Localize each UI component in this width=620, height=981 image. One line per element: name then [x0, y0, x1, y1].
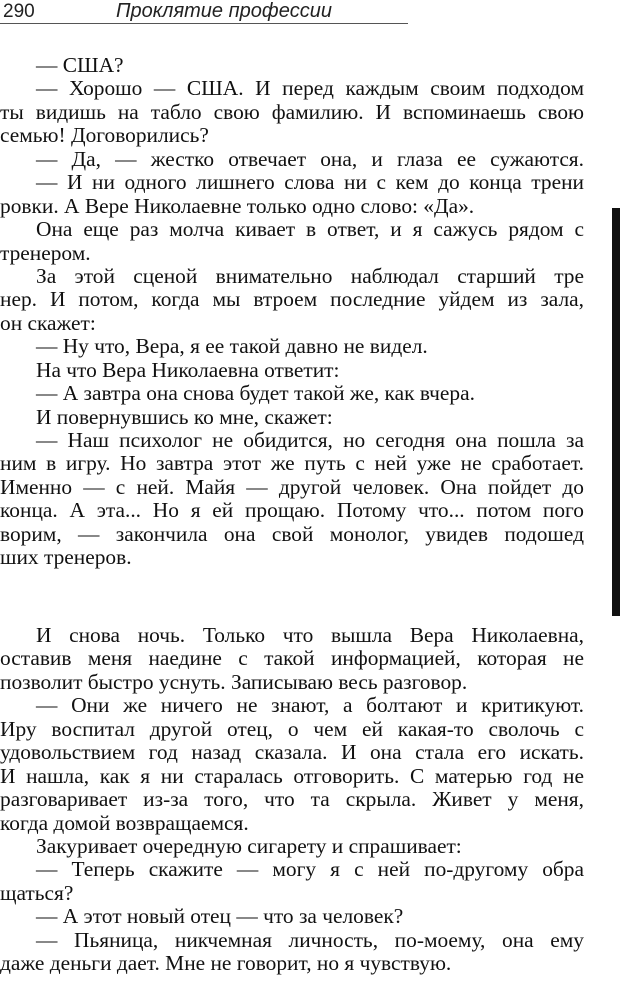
text-line: даже деньги дает. Мне не говорит, но я чувствую. — [0, 951, 452, 976]
text-line: он скажет: — [0, 310, 96, 335]
text-line: конца. А эта... Но я ей прощаю. Потому что... потом пого — [0, 498, 584, 523]
header-rule — [0, 23, 408, 24]
text-line: Закуривает очередную сигарету и спрашивает: — [36, 833, 462, 858]
text-line: семью! Договорились? — [0, 123, 209, 148]
text-block-night — [0, 624, 584, 976]
text-line: ты видишь на табло свою фамилию. И вспоминаешь свою — [0, 99, 584, 124]
text-line: На что Вера Николаевна ответит: — [36, 357, 340, 382]
text-line: И повернувшись ко мне, скажет: — [36, 404, 333, 429]
page-number: 290 — [3, 1, 35, 22]
text-line: тренером. — [0, 240, 91, 265]
running-title: Проклятие профессии — [116, 0, 332, 22]
text-line: Именно — с ней. Майя — другой человек. Она пойдет до — [0, 474, 584, 499]
text-line: — Они же ничего не знают, а болтают и критикуют. — [36, 693, 584, 718]
text-line: — А завтра она снова будет такой же, как вчера. — [36, 381, 475, 406]
text-line: ших тренеров. — [0, 545, 132, 570]
text-line: — Наш психолог не обидится, но сегодня она пошла за — [36, 428, 584, 452]
text-line: — США? — [36, 53, 124, 77]
text-line: оставив меня наедине с такой информацией, которая не — [0, 646, 584, 671]
text-line: разговаривает из-за того, что та скрыла. Живет у меня, — [0, 787, 584, 812]
text-line: ровки. А Вере Николаевне только одно слово: «Да». — [0, 193, 475, 218]
text-line: — Пьяница, никчемная личность, по-моему, она ему — [36, 927, 584, 952]
text-line: Иру воспитал другой отец, о чем ей какая-то сволочь с — [0, 716, 584, 741]
text-line: ним в игру. Но завтра этот же путь с ней уже не сработает. — [0, 451, 584, 476]
text-line: И нашла, как я ни старалась отговорить. С матерью год не — [0, 763, 584, 788]
text-line: — Да, — жестко отвечает она, и глаза ее сужаются. — [36, 146, 584, 171]
text-line: За этой сценой внимательно наблюдал старший тре — [36, 263, 584, 288]
text-line: — И ни одного лишнего слова ни с кем до конца трени — [36, 170, 584, 195]
text-line: щаться? — [0, 880, 74, 905]
text-line: ворим, — закончила она свой монолог, увидев подошед — [0, 521, 584, 546]
text-line: удовольствием год назад сказала. И она стала его искать. — [0, 740, 584, 765]
text-line: нер. И потом, когда мы втроем последние уйдем из зала, — [0, 287, 584, 312]
text-line: — А этот новый отец — что за человек? — [36, 904, 404, 929]
text-line: — Хорошо — США. И перед каждым своим подходом — [36, 76, 584, 101]
page-edge-bar — [612, 208, 620, 616]
running-header — [0, 0, 410, 26]
text-line: И снова ночь. Только что вышла Вера Николаевна, — [36, 623, 584, 647]
text-line: — Теперь скажите — могу я с ней по-другому обра — [36, 857, 584, 882]
text-line: — Ну что, Вера, я ее такой давно не видел. — [36, 334, 428, 359]
text-line: Она еще раз молча кивает в ответ, и я сажусь рядом с — [36, 217, 584, 242]
text-line: позволит быстро уснуть. Записываю весь разговор. — [0, 669, 468, 694]
text-line: когда домой возвращаемся. — [0, 810, 249, 835]
text-block-dialogue — [0, 54, 584, 570]
